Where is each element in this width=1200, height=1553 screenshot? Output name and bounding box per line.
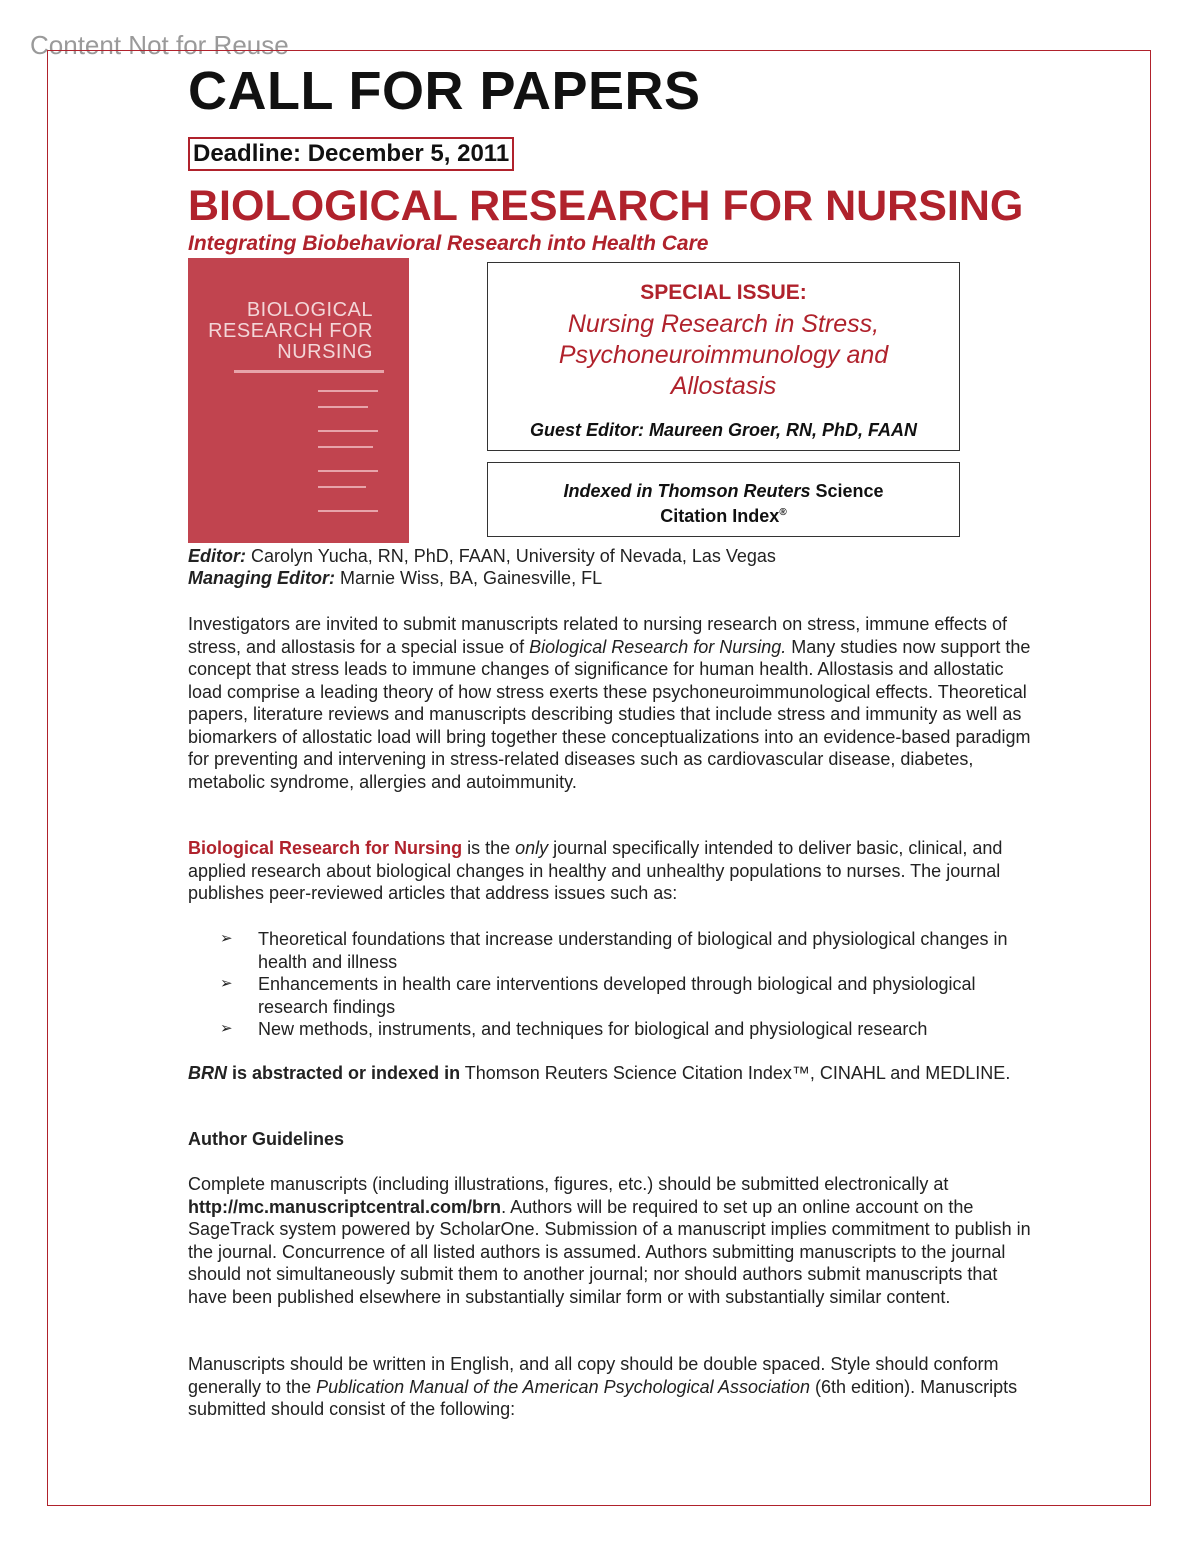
about-text: is the bbox=[462, 838, 516, 858]
author-guidelines-heading: Author Guidelines bbox=[188, 1129, 345, 1149]
abstracted-text: is abstracted or indexed in bbox=[227, 1063, 461, 1083]
style-text: Manuscripts should be written in English, and all copy should be double spaced. Style should conform generally to the bbox=[188, 1354, 999, 1397]
intro-paragraph bbox=[188, 613, 1038, 793]
style-paragraph bbox=[188, 1353, 1038, 1421]
guidelines-text: . Authors will be required to set up an online account on the SageTrack system powered by ScholarOne. Submission of a manuscript implies commitment to publish in the journal. Concurrence of all listed authors is assumed. Authors submitting manuscripts to the journal should not simultaneously submit them to another journal; nor should authors submit manuscripts that have been published elsewhere in substantially similar form or with substantially similar content. bbox=[188, 1196, 1031, 1307]
indexed-text: Indexed in Thomson Reuters bbox=[563, 481, 811, 501]
cover-title-line: NURSING bbox=[277, 341, 373, 363]
topics-list bbox=[220, 928, 1020, 1041]
indexed-box bbox=[487, 462, 960, 537]
cover-decoration bbox=[318, 446, 373, 448]
cover-title bbox=[208, 300, 373, 363]
special-issue-topic bbox=[488, 309, 959, 402]
brn-abbrev: BRN bbox=[188, 1063, 227, 1083]
special-issue-topic-line: Psychoneuroimmunology and bbox=[558, 341, 889, 369]
editors-block bbox=[188, 545, 776, 589]
watermark-text: Content Not for Reuse bbox=[30, 30, 289, 60]
apa-manual-title: Publication Manual of the American Psychological Association bbox=[316, 1376, 811, 1397]
about-paragraph bbox=[188, 837, 1038, 905]
journal-subtitle: Integrating Biobehavioral Research into Health Care bbox=[188, 232, 709, 255]
about-journal-name: Biological Research for Nursing bbox=[188, 838, 463, 858]
journal-title: BIOLOGICAL RESEARCH FOR NURSING bbox=[188, 182, 1024, 230]
list-item-text: New methods, instruments, and techniques for biological and physiological research bbox=[258, 1019, 928, 1039]
cover-decoration bbox=[318, 486, 366, 488]
journal-cover-image bbox=[188, 258, 409, 543]
about-text: journal specifically intended to deliver basic, clinical, and applied research about biological changes in healthy and unhealthy populations to nurses. The journal publishes peer-reviewed articles that address issues such as: bbox=[188, 838, 1003, 903]
indexed-text: Citation Index bbox=[660, 506, 780, 526]
cover-title-line: BIOLOGICAL bbox=[246, 299, 373, 321]
intro-text: Investigators are invited to submit manuscripts related to nursing research on stress, immune effects of stress, and allostasis for a special issue of bbox=[188, 614, 1008, 657]
managing-editor-label: Managing Editor: bbox=[188, 568, 335, 588]
list-item-text: Theoretical foundations that increase understanding of biological and physiological changes in health and illness bbox=[258, 929, 1008, 972]
arrow-bullet-icon: ➢ bbox=[220, 975, 233, 992]
guest-editor: Guest Editor: Maureen Groer, RN, PhD, FAAN bbox=[529, 420, 918, 440]
deadline-box: Deadline: December 5, 2011 bbox=[188, 137, 514, 171]
guidelines-text: Complete manuscripts (including illustrations, figures, etc.) should be submitted electronically at bbox=[188, 1174, 949, 1194]
list-item-text: Enhancements in health care interventions developed through biological and physiological research findings bbox=[258, 974, 976, 1017]
about-emphasis: only bbox=[515, 838, 549, 858]
registered-mark: ® bbox=[779, 507, 787, 518]
abstracted-text: Thomson Reuters Science Citation Index™, CINAHL and MEDLINE. bbox=[460, 1063, 1011, 1083]
special-issue-topic-line: Allostasis bbox=[670, 372, 777, 400]
editor-value: Carolyn Yucha, RN, PhD, FAAN, University of Nevada, Las Vegas bbox=[246, 546, 776, 566]
intro-text: Many studies now support the concept that stress leads to immune changes of significance for human health. Allostasis and allostatic load comprise a leading theory of how stress exerts these psychoneuroimmunological effects. Theoretical papers, literature reviews and manuscripts describing studies that include stress and immunity as well as biomarkers of allostatic load will bring together these conceptualizations into an evidence-based paradigm for preventing and intervening in stress-related diseases such as cardiovascular disease, diabetes, metabolic syndrome, allergies and autoimmunity. bbox=[188, 636, 1031, 792]
arrow-bullet-icon: ➢ bbox=[220, 1020, 233, 1037]
managing-editor-value: Marnie Wiss, BA, Gainesville, FL bbox=[335, 568, 603, 588]
submission-url-link[interactable]: http://mc.manuscriptcentral.com/brn bbox=[188, 1196, 502, 1217]
cover-decoration bbox=[318, 430, 378, 432]
list-item bbox=[220, 928, 1020, 973]
list-item bbox=[220, 973, 1020, 1018]
style-text: (6th edition). Manuscripts submitted should consist of the following: bbox=[188, 1376, 1018, 1419]
arrow-bullet-icon: ➢ bbox=[220, 930, 233, 947]
indexed-text: Science bbox=[810, 481, 884, 501]
cover-decoration bbox=[318, 406, 368, 408]
cover-decoration bbox=[318, 390, 378, 392]
special-issue-label: SPECIAL ISSUE: bbox=[640, 281, 807, 304]
special-issue-topic-line: Nursing Research in Stress, bbox=[567, 310, 880, 338]
intro-journal-name: Biological Research for Nursing. bbox=[529, 636, 787, 657]
guidelines-paragraph bbox=[188, 1173, 1038, 1308]
special-issue-box bbox=[487, 262, 960, 451]
editor-label: Editor: bbox=[188, 546, 246, 566]
cover-decoration bbox=[318, 470, 378, 472]
cover-title-line: RESEARCH FOR bbox=[208, 320, 373, 342]
cover-decoration bbox=[318, 510, 378, 512]
cover-decoration bbox=[234, 370, 384, 373]
abstracted-paragraph bbox=[188, 1062, 1038, 1085]
list-item bbox=[220, 1018, 1020, 1041]
page-title: CALL FOR PAPERS bbox=[188, 61, 701, 121]
